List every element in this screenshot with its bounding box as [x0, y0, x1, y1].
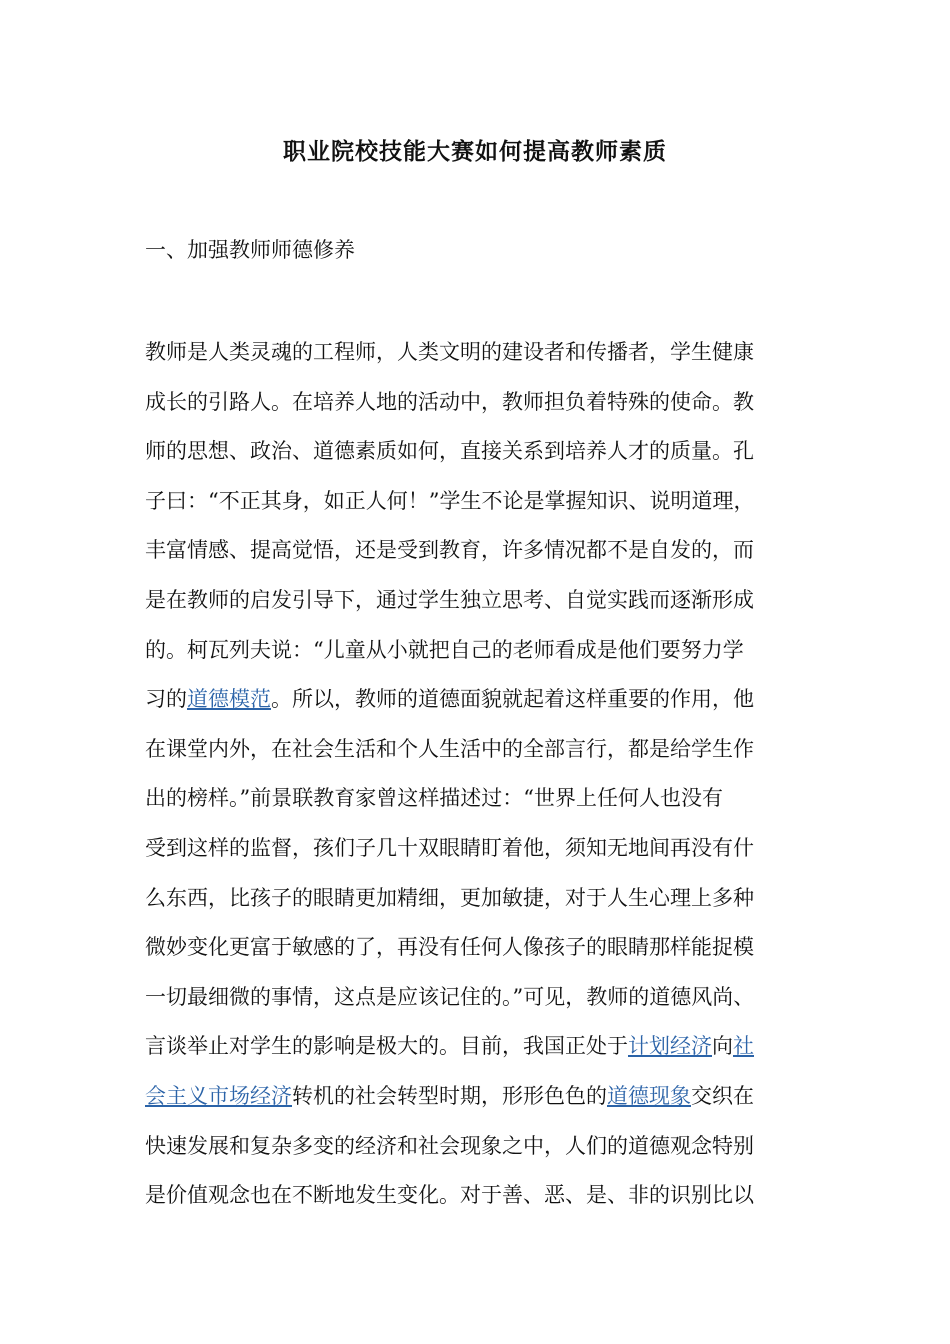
text-line: 教师是人类灵魂的工程师，人类文明的建设者和传播者，学生健康 [145, 340, 754, 364]
text-line: 师的思想、政治、道德素质如何，直接关系到培养人才的质量。孔 [145, 439, 754, 464]
text-line: 是在教师的启发引导下，通过学生独立思考、自觉实践而逐渐形成 [145, 587, 754, 612]
text-line: 的。柯瓦列夫说：“儿童从小就把自己的老师看成是他们要努力学 [145, 637, 744, 662]
text-line: 成长的引路人。在培养人地的活动中，教师担负着特殊的使命。教 [145, 389, 754, 414]
section-heading: 一、加强教师师德修养 [145, 238, 355, 262]
text-segment: 转机的社会转型时期，形形色色的 [292, 1083, 607, 1108]
text-line: 快速发展和复杂多变的经济和社会现象之中，人们的道德观念特别 [145, 1133, 754, 1158]
link-moral-model[interactable]: 道德模范 [187, 687, 271, 712]
link-socialist-market-economy-start[interactable]: 社 [733, 1034, 754, 1059]
text-line [145, 1072, 810, 1122]
document-title: 职业院校技能大赛如何提高教师素质 [283, 138, 667, 165]
link-moral-phenomenon[interactable]: 道德现象 [607, 1083, 691, 1108]
text-segment: 。所以，教师的道德面貌就起着这样重要的作用，他 [271, 687, 754, 712]
text-line [145, 675, 810, 725]
text-line: 丰富情感、提高觉悟，还是受到教育，许多情况都不是自发的，而 [145, 538, 754, 563]
text-line: 子曰：“不正其身，如正人何！”学生不论是掌握知识、说明道理， [145, 488, 755, 513]
text-segment: 交织在 [691, 1083, 754, 1108]
text-line [145, 1022, 810, 1072]
body-paragraph [145, 328, 810, 1221]
link-socialist-market-economy-end[interactable]: 会主义市场经济 [145, 1083, 292, 1108]
text-line: 是价值观念也在不断地发生变化。对于善、恶、是、非的识别比以 [145, 1183, 754, 1208]
link-planned-economy[interactable]: 计划经济 [628, 1034, 712, 1059]
text-line: 一切最细微的事情，这点是应该记住的。”可见，教师的道德风尚、 [145, 984, 755, 1009]
text-segment: 向 [712, 1034, 733, 1059]
text-line: 么东西，比孩子的眼睛更加精细，更加敏捷，对于人生心理上多种 [145, 885, 754, 910]
text-line: 在课堂内外，在社会生活和个人生活中的全部言行，都是给学生作 [145, 736, 754, 761]
text-line: 出的榜样。”前景联教育家曾这样描述过：“世界上任何人也没有 [145, 786, 723, 811]
text-segment: 言谈举止对学生的影响是极大的。目前，我国正处于 [145, 1034, 628, 1059]
text-line: 微妙变化更富于敏感的了，再没有任何人像孩子的眼睛那样能捉模 [145, 935, 754, 960]
text-segment: 习的 [145, 687, 187, 712]
text-line: 受到这样的监督，孩们子几十双眼睛盯着他，须知无地间再没有什 [145, 835, 754, 860]
